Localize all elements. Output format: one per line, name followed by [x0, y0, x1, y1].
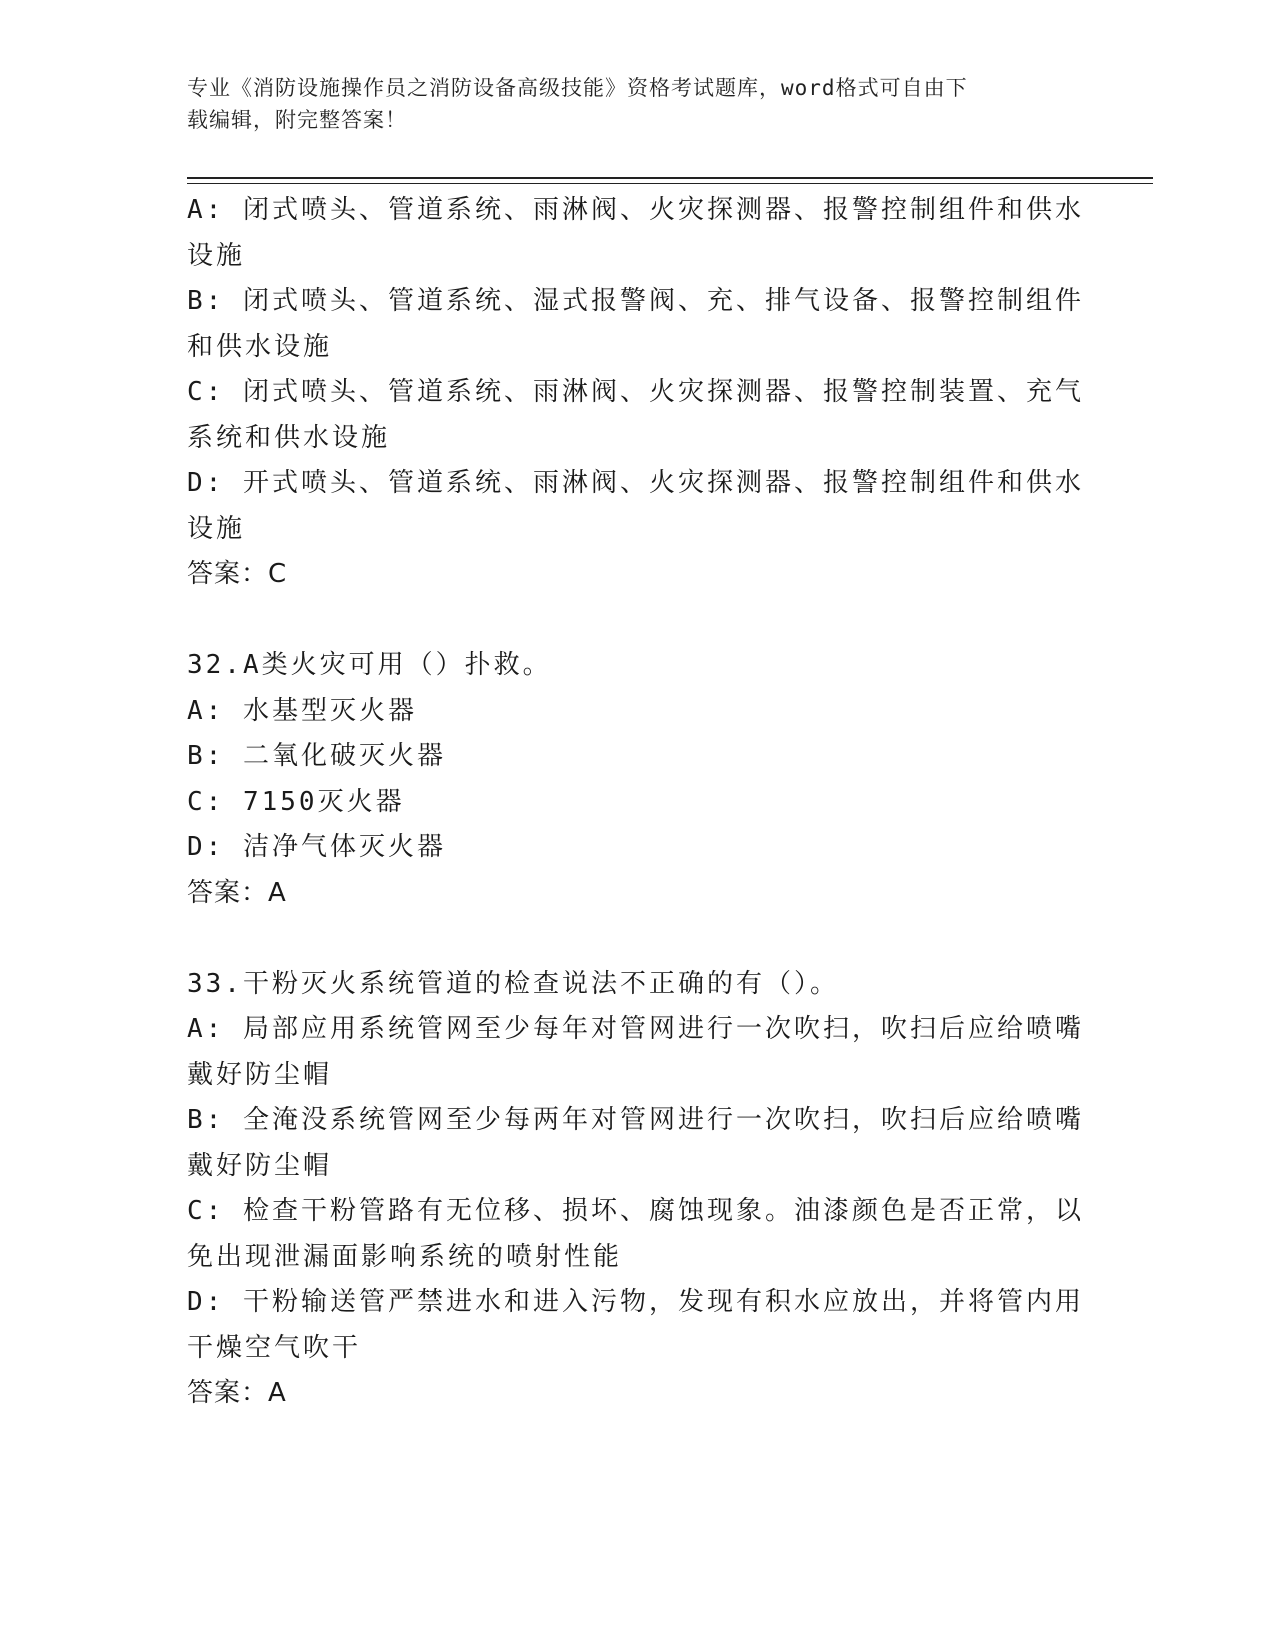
q31-option-d — [187, 461, 1084, 552]
option-text: 戴好防尘帽 — [187, 1059, 333, 1090]
option-text: 系统和供水设施 — [187, 422, 391, 453]
q32-option-c: C: 7150灭火器 — [187, 786, 405, 817]
q33-option-c — [187, 1189, 1084, 1280]
option-text: B: 闭式喷头、管道系统、湿式报警阀、充、排气设备、报警控制组件 — [187, 286, 1084, 316]
option-text: D: 干粉输送管严禁进水和进入污物，发现有积水应放出，并将管内用 — [187, 1287, 1084, 1317]
option-text: 干燥空气吹干 — [187, 1332, 362, 1363]
spacer — [187, 598, 1077, 644]
option-text: C: 闭式喷头、管道系统、雨淋阀、火灾探测器、报警控制装置、充气 — [187, 377, 1084, 407]
option-text: 戴好防尘帽 — [187, 1150, 333, 1181]
header-divider-thin — [187, 183, 1153, 184]
header-divider-thick — [187, 177, 1153, 179]
question-32 — [187, 643, 1077, 916]
q31-answer: 答案：C — [187, 559, 288, 589]
q32-question-text: 32.A类火灾可用（）扑救。 — [187, 650, 552, 680]
option-text: C: 检查干粉管路有无位移、损坏、腐蚀现象。油漆颜色是否正常，以 — [187, 1196, 1084, 1226]
option-text: D: 开式喷头、管道系统、雨淋阀、火灾探测器、报警控制组件和供水 — [187, 468, 1084, 498]
header-line-1: 专业《消防设施操作员之消防设备高级技能》资格考试题库，word格式可自由下 — [187, 76, 968, 100]
question-33 — [187, 962, 1084, 1417]
q33-option-d — [187, 1280, 1084, 1371]
document-body — [187, 188, 1084, 1417]
question-31 — [187, 188, 1084, 598]
spacer — [187, 916, 1077, 962]
q31-option-a — [187, 188, 1084, 279]
q33-option-a — [187, 1007, 1084, 1098]
q33-question-text: 33.干粉灭火系统管道的检查说法不正确的有（）。 — [187, 968, 839, 999]
option-text: A: 局部应用系统管网至少每年对管网进行一次吹扫，吹扫后应给喷嘴 — [187, 1014, 1084, 1044]
option-text: 和供水设施 — [187, 331, 333, 362]
option-text: 免出现泄漏面影响系统的喷射性能 — [187, 1241, 623, 1272]
header-line-2: 载编辑，附完整答案！ — [187, 108, 407, 132]
option-text: A: 闭式喷头、管道系统、雨淋阀、火灾探测器、报警控制组件和供水 — [187, 195, 1084, 225]
q32-option-d: D: 洁净气体灭火器 — [187, 832, 446, 862]
option-text: 设施 — [187, 513, 246, 544]
option-text: 设施 — [187, 240, 246, 271]
document-header — [187, 72, 1067, 136]
q31-option-c — [187, 370, 1084, 461]
q33-answer: 答案：A — [187, 1378, 287, 1408]
q32-option-a: A: 水基型灭火器 — [187, 695, 417, 726]
q32-option-b: B: 二氧化破灭火器 — [187, 741, 446, 771]
q32-answer: 答案：A — [187, 877, 287, 908]
option-text: B: 全淹没系统管网至少每两年对管网进行一次吹扫，吹扫后应给喷嘴 — [187, 1105, 1084, 1135]
q33-option-b — [187, 1098, 1084, 1189]
q31-option-b — [187, 279, 1084, 370]
